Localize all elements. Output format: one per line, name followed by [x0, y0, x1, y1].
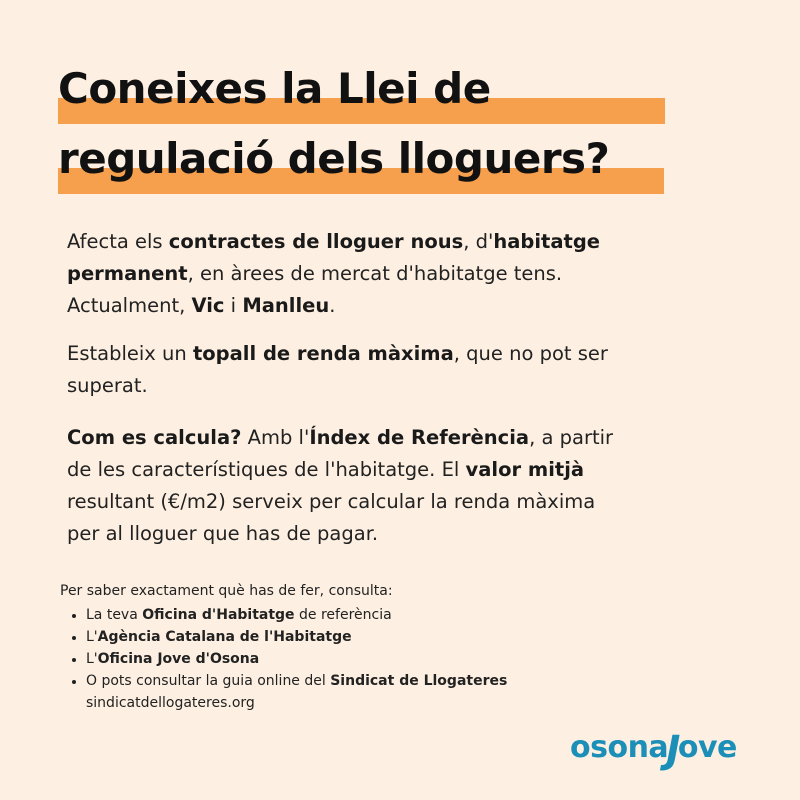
text: L'	[86, 629, 98, 645]
text: O pots consultar la guia online del	[86, 673, 331, 689]
osonajove-logo	[570, 722, 737, 772]
text: i	[224, 294, 243, 317]
bold-text: habitatge	[493, 230, 601, 253]
text: de les característiques de l'habitatge. El	[67, 458, 466, 481]
list-item	[86, 648, 580, 670]
text: resultant (€/m2) serveix per calcular la renda màxima	[67, 490, 596, 513]
bold-text: Oficina Jove d'Osona	[97, 651, 260, 667]
text: Actualment,	[67, 294, 192, 317]
text: , que no pot ser	[453, 342, 608, 365]
logo-text: ove	[677, 730, 737, 765]
paragraph-calculation	[67, 422, 747, 550]
bold-text: Com es calcula?	[67, 426, 242, 449]
text: Afecta els	[67, 230, 169, 253]
bold-text: Vic	[191, 294, 225, 317]
paragraph-scope	[67, 226, 747, 322]
headline-text-1: Coneixes la Llei de	[58, 64, 491, 113]
bold-text: Agència Catalana de l'Habitatge	[97, 629, 352, 645]
bold-text: Manlleu	[242, 294, 330, 317]
text: L'	[86, 651, 98, 667]
text: de referència	[294, 607, 392, 623]
text: superat.	[67, 374, 148, 397]
resources-section	[60, 580, 580, 714]
text: , en àrees de mercat d'habitatge tens.	[187, 262, 563, 285]
text: , a partir	[529, 426, 614, 449]
website-text: sindicatdellogateres.org	[86, 695, 255, 711]
bold-text: valor mitjà	[465, 458, 585, 481]
text: Estableix un	[67, 342, 193, 365]
resources-list	[60, 604, 580, 714]
text: Amb l'	[241, 426, 310, 449]
bold-text: permanent	[67, 262, 188, 285]
bold-text: Oficina d'Habitatge	[142, 607, 295, 623]
list-item	[86, 670, 580, 714]
list-item	[86, 604, 580, 626]
bold-text: contractes de lloguer nous	[168, 230, 464, 253]
bold-text: topall de renda màxima	[192, 342, 454, 365]
text: La teva	[86, 607, 143, 623]
logo-text: osona	[570, 730, 669, 765]
headline-text-2: regulació dels lloguers?	[58, 134, 610, 183]
list-item	[86, 626, 580, 648]
headline	[58, 58, 758, 183]
resources-intro: Per saber exactament què has de fer, consulta:	[60, 583, 393, 599]
text: per al lloguer que has de pagar.	[67, 522, 379, 545]
text: .	[329, 294, 336, 317]
headline-line-2	[58, 134, 758, 183]
bold-text: Índex de Referència	[309, 426, 530, 449]
paragraph-cap	[67, 338, 747, 402]
headline-line-1	[58, 64, 758, 113]
text: , d'	[463, 230, 494, 253]
logo-j-mark: J	[666, 728, 680, 772]
bold-text: Sindicat de Llogateres	[330, 673, 508, 689]
